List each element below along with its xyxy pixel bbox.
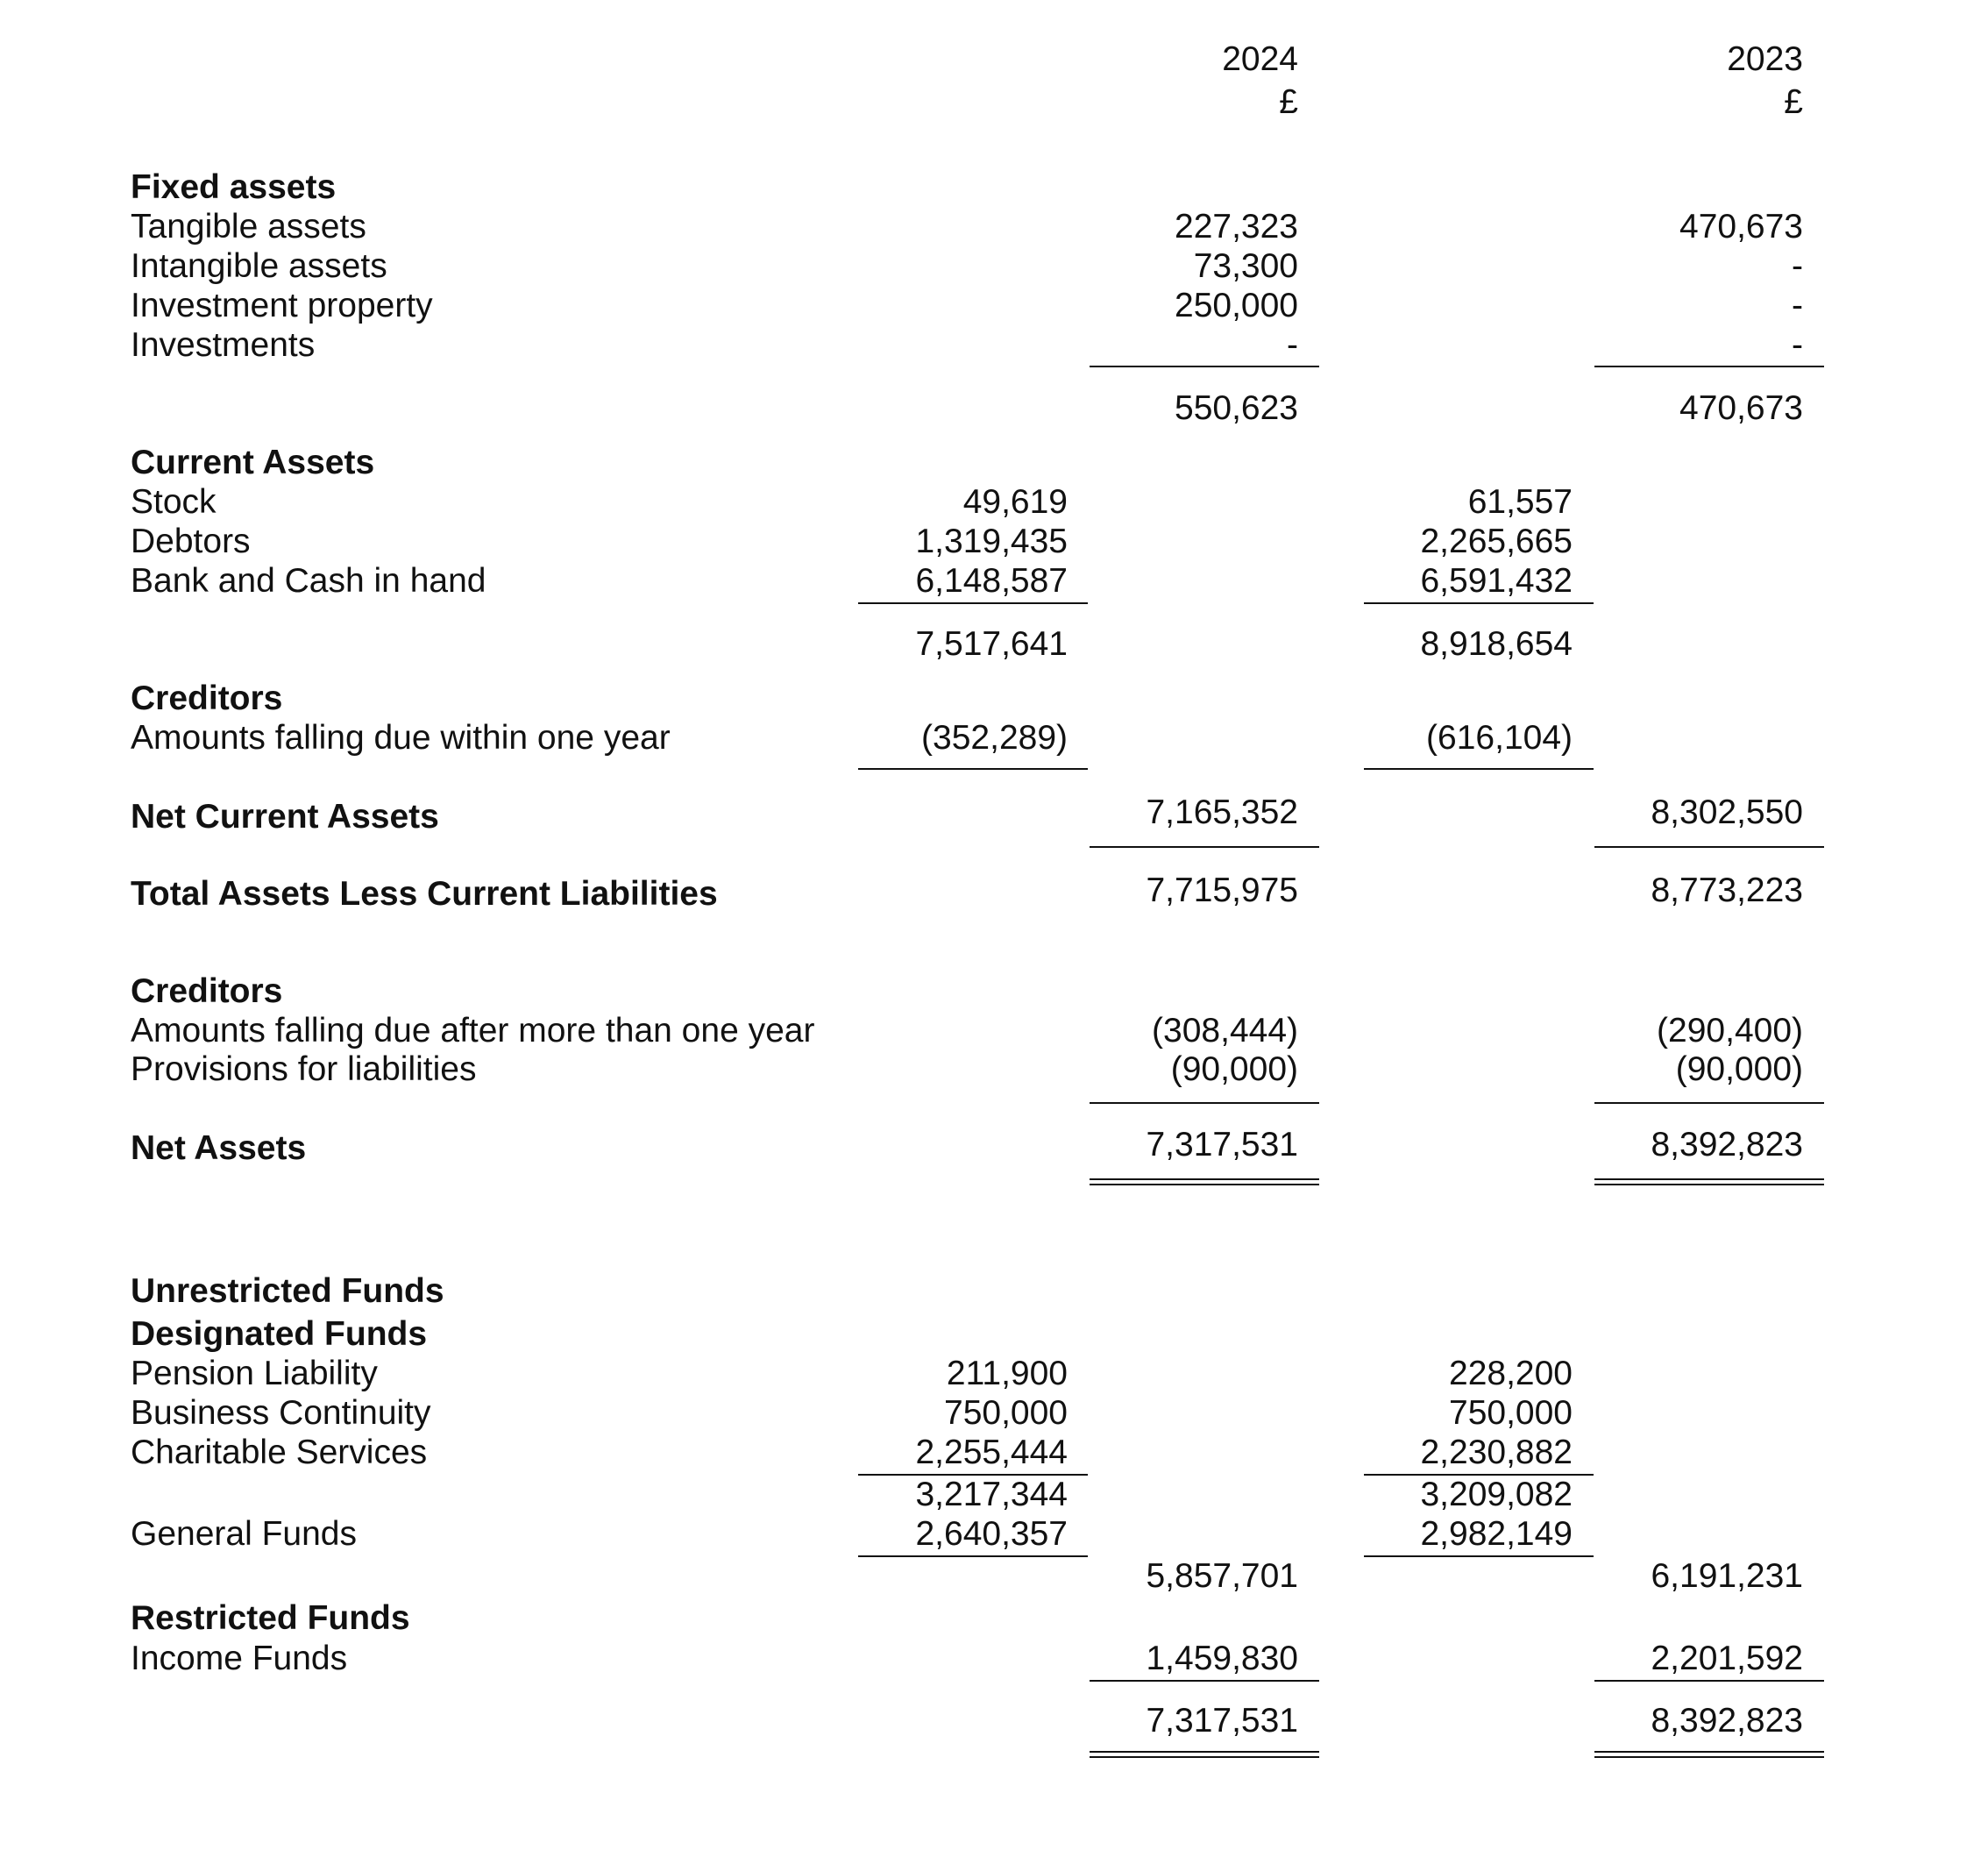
- double-rule: [1090, 1751, 1319, 1758]
- double-rule: [1090, 1178, 1319, 1185]
- net-assets-2024: 7,317,531: [1146, 1126, 1298, 1163]
- current-assets-heading: Current Assets: [131, 444, 375, 481]
- row-label: Bank and Cash in hand: [131, 562, 486, 600]
- value-2024: (352,289): [921, 719, 1068, 757]
- value-2024: 250,000: [1175, 287, 1298, 324]
- row-label: Amounts falling due after more than one year: [131, 1012, 815, 1050]
- value-2023: -: [1792, 326, 1803, 364]
- total-assets-less-cl-label: Total Assets Less Current Liabilities: [131, 875, 718, 913]
- rule: [1090, 846, 1319, 848]
- rule: [1090, 1102, 1319, 1104]
- value-2024: 2,255,444: [915, 1434, 1068, 1471]
- year-2024-header: 2024: [1222, 40, 1298, 78]
- net-current-assets-2024: 7,165,352: [1146, 793, 1298, 831]
- income-funds-2024: 1,459,830: [1146, 1640, 1298, 1677]
- value-2023: -: [1792, 247, 1803, 285]
- row-label: Debtors: [131, 523, 251, 560]
- fixed-assets-total-2024: 550,623: [1175, 389, 1298, 427]
- fixed-assets-heading: Fixed assets: [131, 168, 337, 206]
- value-2024: 49,619: [962, 483, 1068, 521]
- row-label: Stock: [131, 483, 217, 521]
- row-label: Pension Liability: [131, 1355, 378, 1392]
- double-rule: [1594, 1178, 1824, 1185]
- value-2023: 228,200: [1449, 1355, 1573, 1392]
- row-label: Business Continuity: [131, 1394, 431, 1432]
- total-funds-2024: 7,317,531: [1146, 1702, 1298, 1740]
- value-2023: 750,000: [1449, 1394, 1573, 1432]
- row-label: Tangible assets: [131, 208, 366, 245]
- value-2023: 2,230,882: [1420, 1434, 1573, 1471]
- total-assets-less-cl-2023: 8,773,223: [1651, 872, 1803, 909]
- double-rule: [1594, 1751, 1824, 1758]
- rule: [1594, 1102, 1824, 1104]
- unrestricted-total-2024: 5,857,701: [1146, 1557, 1298, 1595]
- rule: [1594, 366, 1824, 367]
- rule: [1090, 366, 1319, 367]
- row-label: Intangible assets: [131, 247, 387, 285]
- fixed-assets-total-2023: 470,673: [1679, 389, 1803, 427]
- rule: [1594, 846, 1824, 848]
- row-label: Investments: [131, 326, 316, 364]
- value-2023: (290,400): [1657, 1012, 1803, 1050]
- rule: [1090, 1680, 1319, 1682]
- value-2024: 211,900: [946, 1355, 1068, 1392]
- year-2023-header: 2023: [1727, 40, 1803, 78]
- value-2024: 73,300: [1193, 247, 1298, 285]
- value-2024: 1,319,435: [915, 523, 1068, 560]
- value-2023: -: [1792, 287, 1803, 324]
- current-assets-total-2023: 8,918,654: [1420, 625, 1573, 663]
- rule: [1364, 602, 1594, 604]
- rule: [1364, 768, 1594, 770]
- restricted-funds-heading: Restricted Funds: [131, 1599, 410, 1637]
- designated-total-2023: 3,209,082: [1420, 1476, 1573, 1513]
- current-assets-total-2024: 7,517,641: [915, 625, 1068, 663]
- net-assets-label: Net Assets: [131, 1129, 307, 1167]
- creditors-heading: Creditors: [131, 680, 283, 717]
- rule: [1594, 1680, 1824, 1682]
- currency-2023-header: £: [1784, 83, 1803, 121]
- currency-2024-header: £: [1279, 83, 1298, 121]
- row-label: Charitable Services: [131, 1434, 428, 1471]
- value-2024: (308,444): [1152, 1012, 1298, 1050]
- value-2023: 2,265,665: [1420, 523, 1573, 560]
- rule: [858, 768, 1088, 770]
- value-2024: 6,148,587: [915, 562, 1068, 600]
- value-2023: 61,557: [1467, 483, 1573, 521]
- value-2023: (90,000): [1675, 1050, 1803, 1088]
- general-funds-label: General Funds: [131, 1515, 357, 1553]
- total-funds-2023: 8,392,823: [1651, 1702, 1803, 1740]
- value-2023: 470,673: [1679, 208, 1803, 245]
- value-2024: 750,000: [944, 1394, 1068, 1432]
- net-assets-2023: 8,392,823: [1651, 1126, 1803, 1163]
- designated-funds-heading: Designated Funds: [131, 1315, 428, 1353]
- designated-total-2024: 3,217,344: [915, 1476, 1068, 1513]
- income-funds-2023: 2,201,592: [1651, 1640, 1803, 1677]
- rule: [858, 602, 1088, 604]
- value-2023: (616,104): [1426, 719, 1573, 757]
- income-funds-label: Income Funds: [131, 1640, 348, 1677]
- value-2024: -: [1287, 326, 1298, 364]
- general-funds-2024: 2,640,357: [915, 1515, 1068, 1553]
- row-label: Provisions for liabilities: [131, 1050, 477, 1088]
- net-current-assets-label: Net Current Assets: [131, 798, 439, 836]
- value-2024: (90,000): [1170, 1050, 1298, 1088]
- row-label: Investment property: [131, 287, 433, 324]
- total-assets-less-cl-2024: 7,715,975: [1146, 872, 1298, 909]
- creditors-long-heading: Creditors: [131, 972, 283, 1010]
- unrestricted-funds-heading: Unrestricted Funds: [131, 1272, 444, 1310]
- row-label: Amounts falling due within one year: [131, 719, 671, 757]
- value-2023: 6,591,432: [1420, 562, 1573, 600]
- net-current-assets-2023: 8,302,550: [1651, 793, 1803, 831]
- value-2024: 227,323: [1175, 208, 1298, 245]
- unrestricted-total-2023: 6,191,231: [1651, 1557, 1803, 1595]
- general-funds-2023: 2,982,149: [1420, 1515, 1573, 1553]
